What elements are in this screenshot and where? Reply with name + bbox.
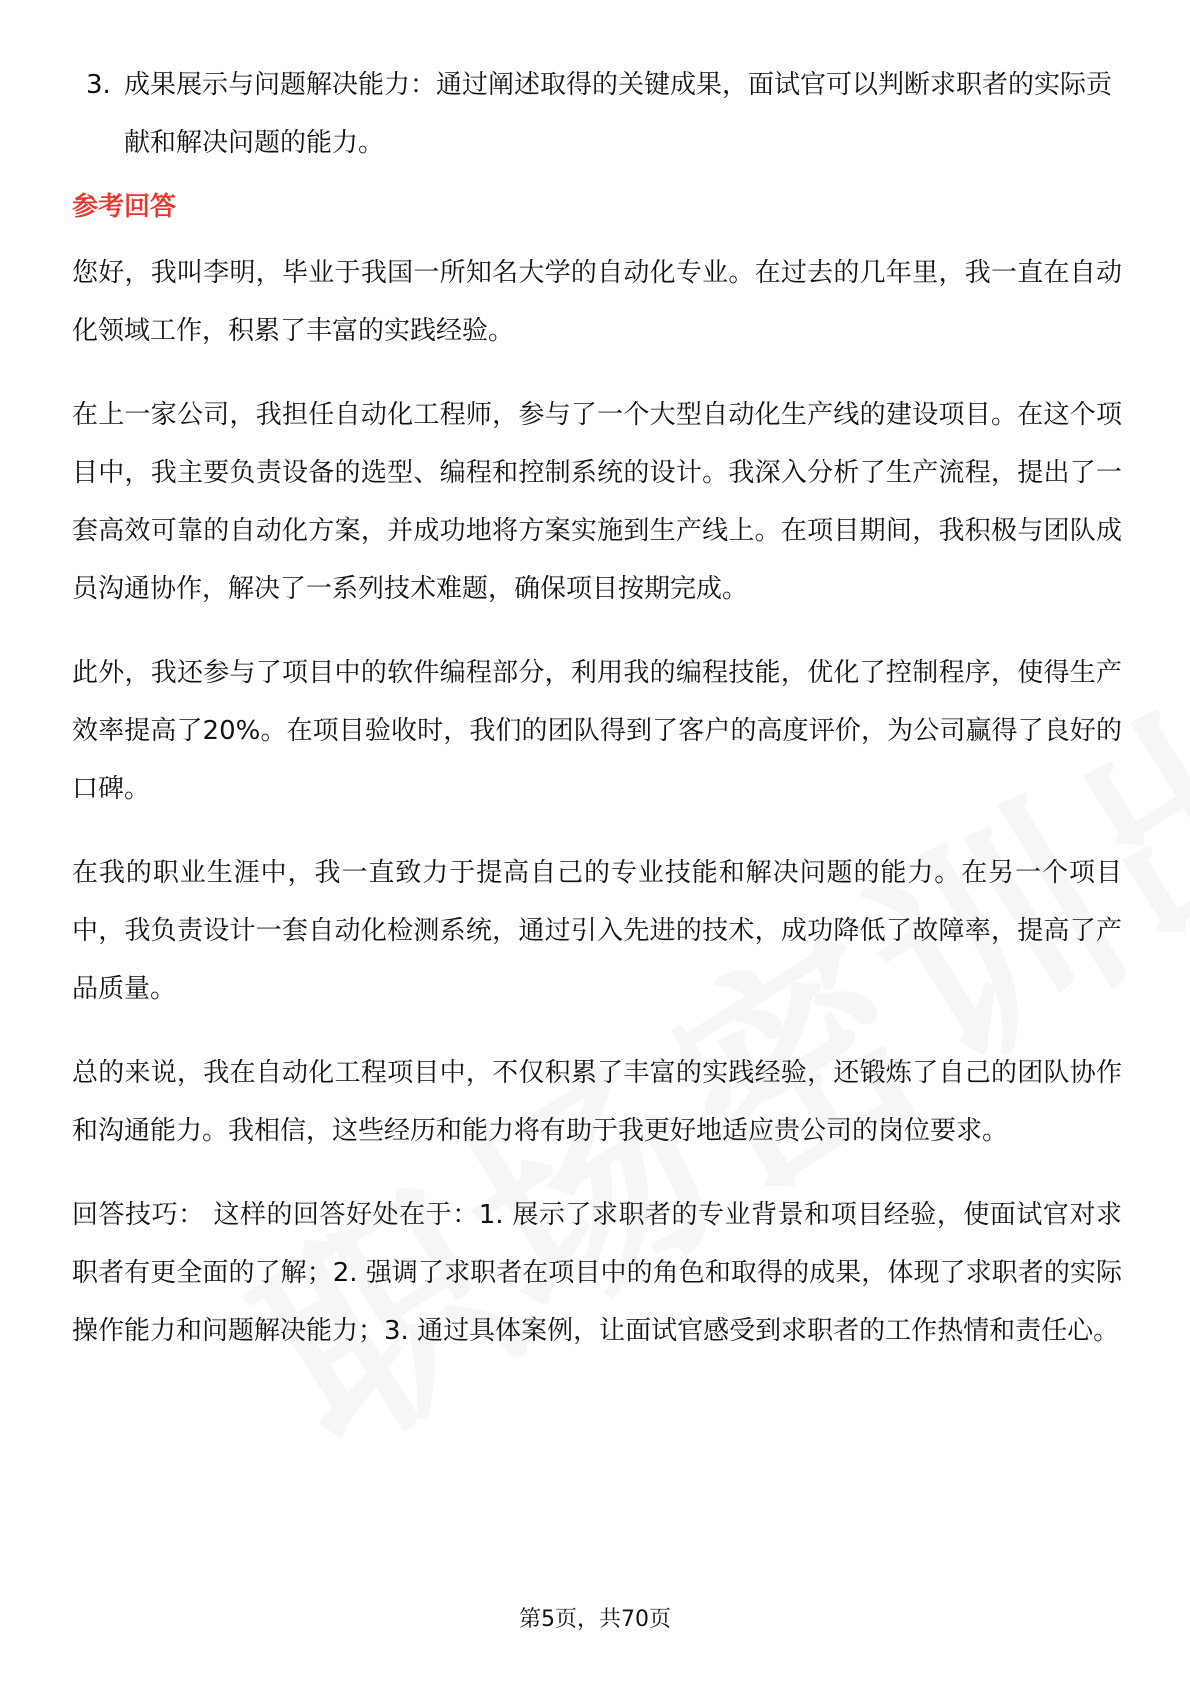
paragraph-career: 在我的职业生涯中，我一直致力于提高自己的专业技能和解决问题的能力。在另一个项目中，我负责设计一套自动化检测系统，通过引入先进的技术，成功降低了故障率，提高了产品质量。 — [72, 858, 1122, 1004]
page-number-footer: 第5页，共70页 — [519, 1607, 671, 1632]
paragraph-intro: 您好，我叫李明，毕业于我国一所知名大学的自动化专业。在过去的几年里，我一直在自动化领域工作，积累了丰富的实践经验。 — [72, 258, 1122, 346]
paragraph-tips: 回答技巧： 这样的回答好处在于：1. 展示了求职者的专业背景和项目经验，使面试官对求职者有更全面的了解；2. 强调了求职者在项目中的角色和取得的成果，体现了求职者的实际操作能力和问题解决能力；3. 通过具体案例，让面试官感受到求职者的工作热情和责任心。 — [72, 1200, 1122, 1346]
list-item-text: 成果展示与问题解决能力：通过阐述取得的关键成果，面试官可以判断求职者的实际贡献和解决问题的能力。 — [124, 70, 1113, 158]
paragraph-software: 此外，我还参与了项目中的软件编程部分，利用我的编程技能，优化了控制程序，使得生产效率提高了20%。在项目验收时，我们的团队得到了客户的高度评价，为公司赢得了良好的口碑。 — [72, 658, 1122, 804]
list-item-number: 3. — [86, 70, 111, 100]
section-heading: 参考回答 — [72, 192, 177, 222]
paragraph-previous-job: 在上一家公司，我担任自动化工程师，参与了一个大型自动化生产线的建设项目。在这个项目中，我主要负责设备的选型、编程和控制系统的设计。我深入分析了生产流程，提出了一套高效可靠的自动化方案，并成功地将方案实施到生产线上。在项目期间，我积极与团队成员沟通协作，解决了一系列技术难题，确保项目按期完成。 — [72, 400, 1122, 604]
paragraph-summary: 总的来说，我在自动化工程项目中，不仅积累了丰富的实践经验，还锻炼了自己的团队协作和沟通能力。我相信，这些经历和能力将有助于我更好地适应贵公司的岗位要求。 — [72, 1058, 1122, 1146]
page-content — [72, 56, 1122, 1386]
list-item — [72, 56, 1122, 172]
